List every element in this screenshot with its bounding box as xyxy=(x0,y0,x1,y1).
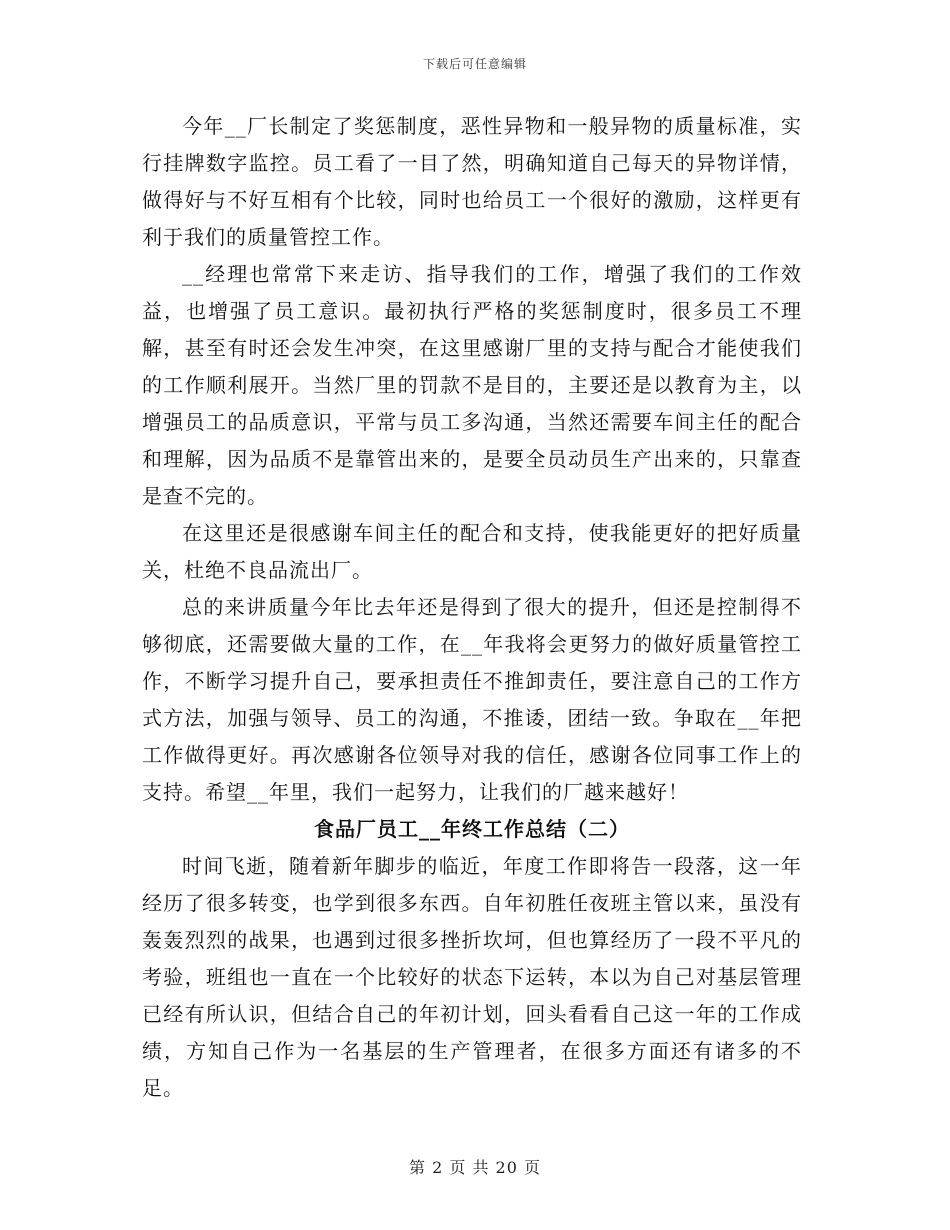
document-body xyxy=(142,108,802,1107)
paragraph: 在这里还是很感谢车间主任的配合和支持，使我能更好的把好质量关，杜绝不良品流出厂。 xyxy=(142,521,802,582)
header-note: 下载后可任意编辑 xyxy=(422,57,527,71)
page-number: 第 2 页 共 20 页 xyxy=(409,1158,541,1177)
paragraph: 今年__厂长制定了奖惩制度，恶性异物和一般异物的质量标准，实行挂牌数字监控。员工看了一目了然，明确知道自己每天的异物详情，做得好与不好互相有个比较，同时也给员工一个很好的激励，这样更有利于我们的质量管控工作。 xyxy=(142,114,802,249)
section-title: 食品厂员工__年终工作总结（二） xyxy=(314,817,630,841)
paragraph: 总的来讲质量今年比去年还是得到了很大的提升，但还是控制得不够彻底，还需要做大量的工作，在__年我将会更努力的做好质量管控工作，不断学习提升自己，要承担责任不推卸责任，要注意自己的工作方式方法，加强与领导、员工的沟通，不推诿，团结一致。争取在__年把工作做得更好。再次感谢各位领导对我的信任，感谢各位同事工作上的支持。希望__年里，我们一起努力，让我们的厂越来越好！ xyxy=(142,595,802,804)
paragraph: __经理也常常下来走访、指导我们的工作，增强了我们的工作效益，也增强了员工意识。最初执行严格的奖惩制度时，很多员工不理解，甚至有时还会发生冲突，在这里感谢厂里的支持与配合才能使我们的工作顺利展开。当然厂里的罚款不是目的，主要还是以教育为主，以增强员工的品质意识，平常与员工多沟通，当然还需要车间主任的配合和理解，因为品质不是靠管出来的，是要全员动员生产出来的，只靠查是查不完的。 xyxy=(142,262,802,508)
paragraph: 时间飞逝，随着新年脚步的临近，年度工作即将告一段落，这一年经历了很多转变，也学到很多东西。自年初胜任夜班主管以来，虽没有轰轰烈烈的战果，也遇到过很多挫折坎坷，但也算经历了一段不平凡的考验，班组也一直在一个比较好的状态下运转，本以为自己对基层管理已经有所认识，但结合自己的年初计划，回头看看自己这一年的工作成绩，方知自己作为一名基层的生产管理者，在很多方面还有诸多的不足。 xyxy=(142,854,802,1100)
